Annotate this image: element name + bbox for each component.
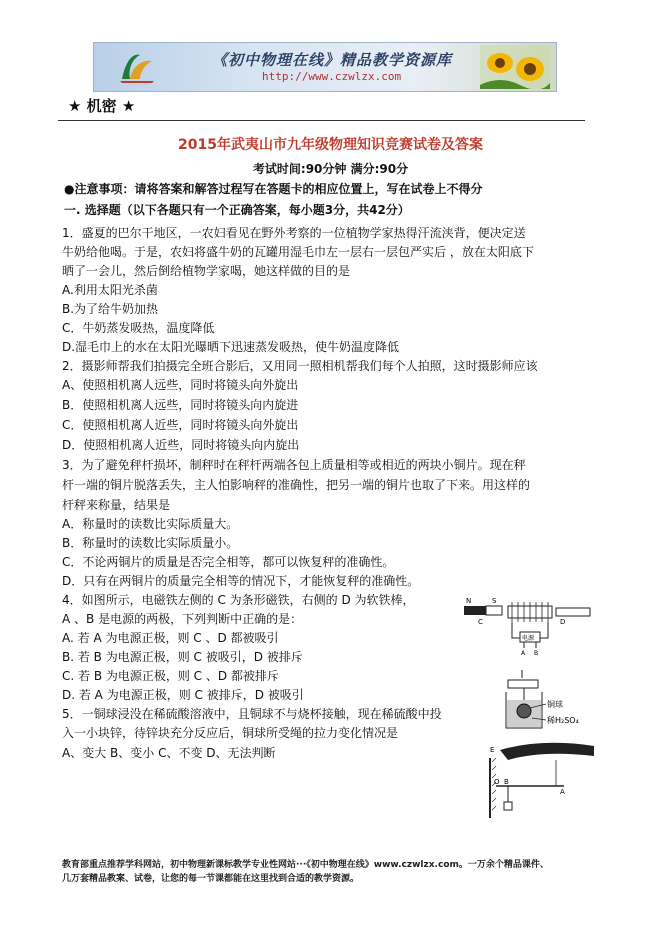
text-line: 牛奶给他喝。于是，农妇将盛牛奶的瓦罐用湿毛巾左一层右一层包严实后 ，放在太阳底下 — [62, 245, 534, 259]
text-line: 杆一端的铜片脱落丢失，主人怕影响秤的准确性，把另一端的铜片也取了下来。用这样的 — [62, 478, 531, 492]
option-line: C．使照相机离人近些，同时将镜头向外旋出 — [62, 418, 299, 432]
option-line: B．称量时的读数比实际质量小。 — [62, 536, 239, 550]
option-line: D．使照相机离人近些，同时将镜头向内旋出 — [62, 438, 300, 452]
banner-title: 《初中物理在线》精品教学资源库 — [212, 51, 453, 69]
label-b: B — [504, 778, 509, 786]
label-e: E — [490, 746, 495, 754]
text-line: 3．为了避免秤杆损坏，制秤时在秤杆两端各包上质量相等或相近的两块小铜片。现在秤 — [62, 458, 526, 472]
text-line: 2．摄影师帮我们拍摄完全班合影后，又用同一照相机帮我们每个人拍照，这时摄影师应该 — [62, 359, 538, 373]
magnet-s-label: S — [492, 597, 497, 605]
option-line: C. 若 B 为电源正极，则 C 、D 都被排斥 — [62, 669, 279, 683]
confidential-label: ★ 机密 ★ — [68, 97, 136, 115]
exam-time-info: 考试时间:90分钟 满分:90分 — [252, 162, 409, 176]
label-a: A — [560, 788, 565, 796]
beaker-figure — [500, 670, 590, 732]
text-line: 5．一铜球浸没在稀硫酸溶液中，且铜球不与烧杯接触，现在稀硫酸中投 — [62, 707, 442, 721]
page-title: 2015年武夷山市九年级物理知识竞赛试卷及答案 — [178, 137, 483, 153]
header-banner — [93, 42, 557, 92]
option-line: B．使照相机离人远些，同时将镜头向内旋进 — [62, 398, 299, 412]
option-line: C．不论两铜片的质量是否完全相等，都可以恢复秤的准确性。 — [62, 555, 395, 569]
option-line: A、变大 B、变小 C、不变 D、无法判断 — [62, 746, 276, 760]
option-line: A.利用太阳光杀菌 — [62, 283, 158, 297]
option-line: D．只有在两铜片的质量完全相等的情况下，才能恢复秤的准确性。 — [62, 574, 420, 588]
text-line: 入一小块锌，待锌块充分反应后，铜球所受绳的拉力变化情况是 — [62, 726, 399, 740]
text-line: 晒了一会儿，然后倒给植物学家喝，她这样做的目的是 — [62, 264, 351, 278]
label-c: C — [478, 618, 483, 626]
power-label: 电源 — [522, 635, 535, 642]
banner-url[interactable]: http://www.czwlzx.com — [262, 70, 402, 83]
site-logo-icon — [118, 49, 156, 85]
option-line: A. 若 A 为电源正极，则 C 、D 都被吸引 — [62, 631, 279, 645]
option-line: A．称量时的读数比实际质量大。 — [62, 517, 239, 531]
lever-figure — [486, 738, 598, 822]
section-heading: 一. 选择题（以下各题只有一个正确答案，每小题3分，共42分） — [64, 203, 410, 217]
option-line: D.湿毛巾上的水在太阳光曝晒下迅速蒸发吸热，使牛奶温度降低 — [62, 340, 400, 354]
sunflower-icon — [480, 45, 550, 89]
footer-line: 几万套精品教案、试卷，让您的每一节课都能在这里找到合适的教学资源。 — [62, 874, 360, 884]
option-line: C．牛奶蒸发吸热，温度降低 — [62, 321, 215, 335]
pole-b-label: B — [534, 650, 539, 656]
notice-text: ●注意事项：请将答案和解答过程写在答题卡的相应位置上，写在试卷上不得分 — [64, 182, 483, 196]
option-line: B. 若 B 为电源正极，则 C 被吸引，D 被排斥 — [62, 650, 303, 664]
header-rule — [58, 120, 585, 121]
magnet-n-label: N — [466, 597, 472, 605]
text-line: 杆秤来称量，结果是 — [62, 498, 171, 512]
pole-a-label: A — [521, 650, 526, 656]
label-o: O — [494, 778, 500, 786]
option-line: D. 若 A 为电源正极，则 C 被排斥，D 被吸引 — [62, 688, 304, 702]
acid-label: 稀H₂SO₄ — [547, 716, 579, 725]
copper-ball-label: 铜球 — [547, 700, 563, 709]
label-d: D — [560, 618, 566, 626]
option-line: B.为了给牛奶加热 — [62, 302, 159, 316]
electromagnet-figure — [462, 594, 594, 656]
page-footer — [62, 858, 549, 886]
footer-line: 教育部重点推荐学科网站，初中物理新课标教学专业性网站···《初中物理在线》www.czwlzx.com。一万余个精品课件、 — [62, 860, 549, 870]
text-line: A 、B 是电源的两极，下列判断中正确的是： — [62, 612, 303, 626]
text-line: 1．盛夏的巴尔干地区，一农妇看见在野外考察的一位植物学家热得汗流浃背，便决定送 — [62, 226, 526, 240]
text-line: 4．如图所示，电磁铁左侧的 C 为条形磁铁，右侧的 D 为软铁棒， — [62, 593, 415, 607]
option-line: A、使照相机离人远些，同时将镜头向外旋出 — [62, 378, 299, 392]
